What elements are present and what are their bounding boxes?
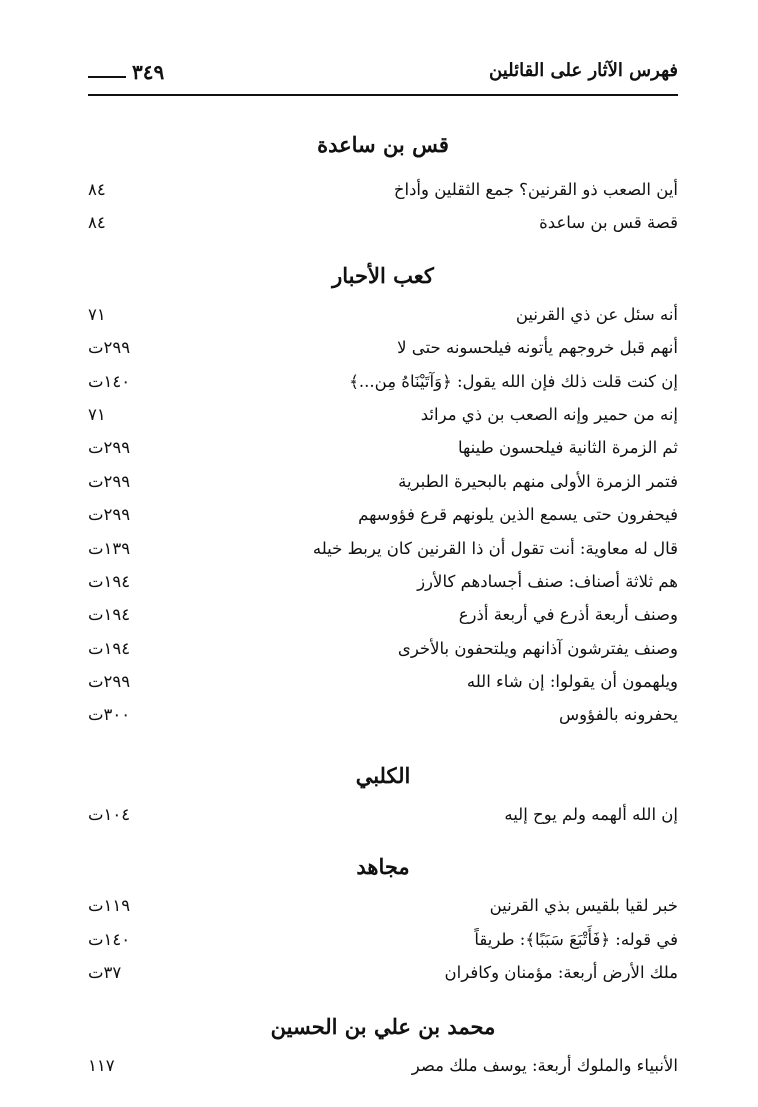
entry-page-ref: ٣٠٠ت [88, 705, 131, 725]
index-entry [88, 176, 678, 209]
page-number: ٣٤٩ [132, 60, 165, 84]
entry-text: في قوله: ﴿فَأَتْبَعَ سَبَبًا﴾: طريقاً [474, 929, 678, 949]
index-entry [88, 959, 678, 992]
entry-page-ref: ١٤٠ت [88, 929, 131, 949]
entry-text: وصنف يفترشون آذانهم ويلتحفون بالأخرى [397, 638, 678, 658]
index-entry [88, 209, 678, 242]
index-entry [88, 801, 678, 834]
index-entry [88, 468, 678, 501]
section-heading: محمد بن علي بن الحسين [270, 1014, 496, 1040]
section-heading: الكلبي [355, 762, 411, 788]
section-heading: مجاهد [356, 854, 410, 880]
index-entry [88, 701, 678, 734]
index-entry [88, 1052, 678, 1085]
index-entry [88, 501, 678, 534]
entry-text: ويلهمون أن يقولوا: إن شاء الله [466, 672, 678, 692]
section-heading: قس بن ساعدة [317, 132, 449, 157]
entry-page-ref: ١٠٤ت [88, 804, 131, 824]
entry-text: ثم الزمرة الثانية فيلحسون طينها [458, 438, 678, 458]
index-entry [88, 668, 678, 701]
index-entry [88, 926, 678, 959]
entry-text: إن كنت قلت ذلك فإن الله يقول: ﴿وَآتَيْنَاهُ مِن...﴾ [349, 371, 678, 391]
entry-page-ref: ٣٧ت [88, 963, 122, 983]
index-entry [88, 368, 678, 401]
index-entry [88, 601, 678, 634]
entry-page-ref: ٢٩٩ت [88, 505, 131, 525]
section-heading: كعب الأحبار [332, 262, 434, 288]
entry-page-ref: ١١٩ت [88, 896, 131, 916]
entry-text: خبر لقيا بلقيس بذي القرنين [489, 896, 678, 916]
entry-text: فيحفرون حتى يسمع الذين يلونهم قرع فؤوسهم [358, 505, 678, 525]
index-content [88, 132, 678, 1086]
entry-text: أنه سئل عن ذي القرنين [515, 304, 678, 324]
entry-text: ملك الأرض أربعة: مؤمنان وكافران [444, 963, 678, 983]
index-entry [88, 434, 678, 467]
entry-text: إن الله ألهمه ولم يوح إليه [504, 804, 678, 824]
entry-text: وصنف أربعة أذرع في أربعة أذرع [458, 605, 678, 625]
entry-page-ref: ١٩٤ت [88, 638, 131, 658]
entry-text: هم ثلاثة أصناف: صنف أجسادهم كالأرز [417, 571, 678, 591]
entry-text: أين الصعب ذو القرنين؟ جمع الثقلين وأداخ [393, 180, 678, 199]
header-rule [88, 94, 678, 96]
entry-text: الأنبياء والملوك أربعة: يوسف ملك مصر [411, 1056, 678, 1076]
entry-page-ref: ٧١ [88, 304, 106, 324]
index-entry [88, 568, 678, 601]
entry-page-ref: ٨٤ [88, 180, 106, 199]
entry-text: قال له معاوية: أنت تقول أن ذا القرنين كان يربط خيله [312, 538, 678, 558]
entry-page-ref: ٢٩٩ت [88, 338, 131, 358]
page-header [88, 58, 678, 96]
entry-page-ref: ١٤٠ت [88, 371, 131, 391]
index-entry [88, 635, 678, 668]
entry-text: إنه من حمير وإنه الصعب بن ذي مرائد [420, 404, 678, 424]
header-title: فهرس الآثار على القائلين [489, 60, 678, 81]
index-entry [88, 301, 678, 334]
index-entry [88, 401, 678, 434]
entry-page-ref: ١٩٤ت [88, 571, 131, 591]
index-entry [88, 535, 678, 568]
entry-page-ref: ٢٩٩ت [88, 438, 131, 458]
entry-text: فتمر الزمرة الأولى منهم بالبحيرة الطبرية [398, 471, 678, 491]
entry-text: أنهم قبل خروجهم يأتونه فيلحسونه حتى لا [397, 338, 678, 358]
entry-text: يحفرونه بالفؤوس [559, 705, 678, 725]
entry-page-ref: ٢٩٩ت [88, 672, 131, 692]
entry-page-ref: ١٣٩ت [88, 538, 131, 558]
entry-page-ref: ١٩٤ت [88, 605, 131, 625]
header-dash [88, 76, 126, 78]
entry-page-ref: ٧١ [88, 404, 106, 424]
entry-page-ref: ٢٩٩ت [88, 471, 131, 491]
entry-page-ref: ١١٧ [88, 1056, 115, 1076]
entry-text: قصة قس بن ساعدة [539, 213, 678, 233]
entry-page-ref: ٨٤ [88, 213, 106, 233]
index-entry [88, 334, 678, 367]
index-entry [88, 892, 678, 925]
